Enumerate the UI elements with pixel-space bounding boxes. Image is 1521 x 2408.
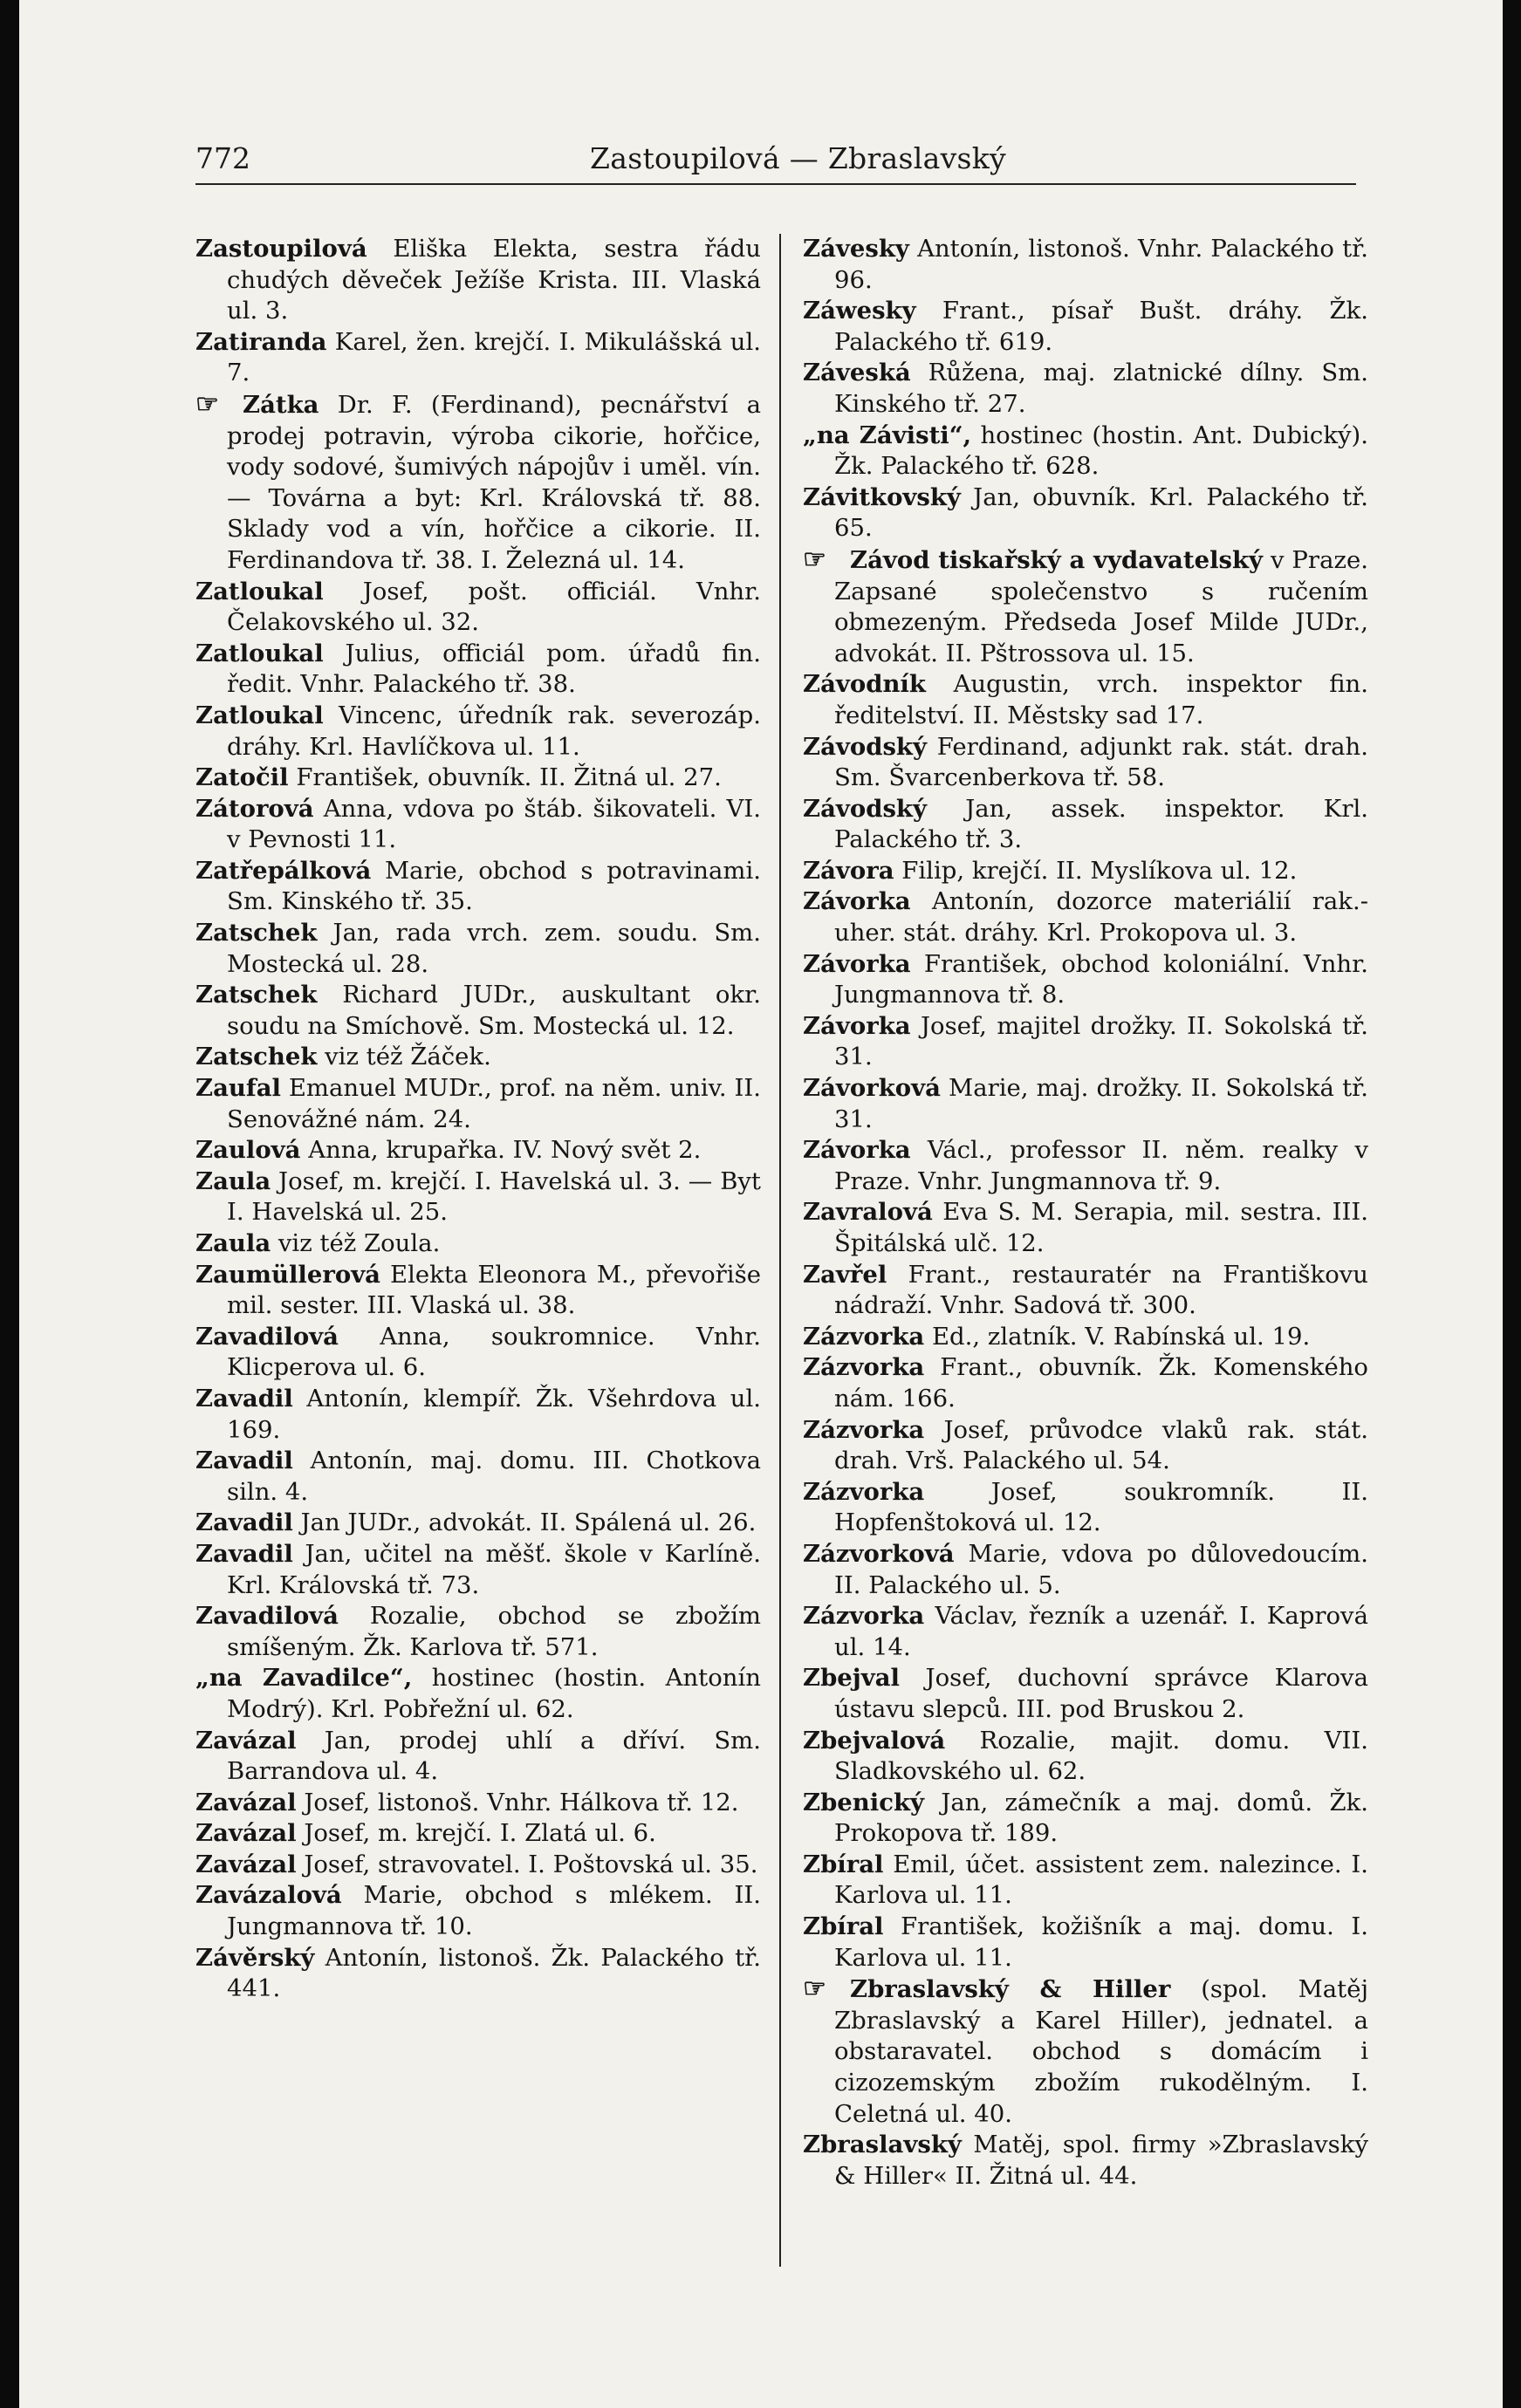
entry-name: Závesky (803, 235, 909, 263)
entry-details: Richard JUDr., auskultant okr. soudu na Smíchově. Sm. Mostecká ul. 12. (227, 981, 761, 1040)
directory-entry (803, 1539, 1368, 1601)
directory-entry (803, 234, 1368, 296)
entry-details: Rozalie, obchod se zbožím smíšeným. Žk. Karlova tř. 571. (227, 1602, 761, 1661)
entry-details: Marie, obchod s potravinami. Sm. Kinského tř. 35. (227, 856, 761, 916)
column-divider (779, 234, 781, 2267)
entry-name: Zaula (195, 1166, 271, 1195)
entry-name: Zaufal (195, 1074, 281, 1103)
directory-entry (195, 856, 761, 918)
directory-entry (195, 1726, 761, 1788)
entry-details: Julius, officiál pom. úřadů fin. ředit. Vnhr. Palackého tř. 38. (227, 639, 761, 699)
entry-name: Zavralová (803, 1198, 933, 1227)
entry-details: Jan, obuvník. Krl. Palackého tř. 65. (834, 482, 1368, 543)
entry-name: Zavázal (195, 1788, 297, 1816)
directory-entry (195, 327, 761, 389)
directory-entry (803, 2130, 1368, 2192)
directory-entry (195, 1166, 761, 1228)
entry-name: Zbejvalová (803, 1726, 946, 1755)
entry-name: Zastoupilová (195, 235, 367, 263)
entry-details: Frant., písař Bušt. dráhy. Žk. Palackého tř. 619. (834, 297, 1368, 356)
directory-entry (803, 1974, 1368, 2130)
entry-details: Josef, duchovní správce Klarova ústavu slepců. III. pod Bruskou 2. (834, 1664, 1368, 1723)
directory-entry (803, 1788, 1368, 1850)
entry-details: Antonín, listonoš. Žk. Palackého tř. 441. (227, 1943, 761, 2003)
directory-entry (195, 1880, 761, 1942)
entry-details: Rozalie, majit. domu. VII. Sladkovského ul. 62. (834, 1726, 1368, 1786)
entry-name: Zbejval (803, 1664, 900, 1693)
entry-details: Jan JUDr., advokát. II. Spálená ul. 26. (292, 1508, 757, 1537)
entry-name: Závorka (803, 1011, 911, 1040)
entry-name: Závěrský (195, 1943, 315, 1972)
directory-entry (195, 1384, 761, 1446)
entry-name: Zázvorka (803, 1602, 925, 1631)
directory-entry (803, 856, 1368, 887)
entry-name: Zbraslavský (803, 2131, 962, 2159)
directory-entry (195, 1508, 761, 1539)
entry-details: Josef, průvodce vlaků rak. stát. drah. Vrš. Palackého ul. 54. (834, 1415, 1368, 1475)
directory-entry (195, 1663, 761, 1725)
directory-entry (195, 577, 761, 639)
entry-name: „na Zavadilce“, (195, 1664, 413, 1693)
entry-name: Závodník (803, 670, 926, 699)
entry-name: Zázvorková (803, 1539, 955, 1568)
entry-details: Matěj, spol. firmy »Zbraslavský & Hiller« II. Žitná ul. 44. (834, 2131, 1368, 2190)
entry-name: Závorka (803, 887, 911, 916)
directory-entry (195, 1818, 761, 1850)
directory-entry (195, 1788, 761, 1819)
directory-entry (803, 1477, 1368, 1539)
directory-entry (195, 1539, 761, 1601)
entry-name: Zbíral (803, 1912, 884, 1941)
entry-name: Zaula (195, 1229, 271, 1257)
entry-name: Zavadil (195, 1508, 293, 1537)
entry-details: Frant., restauratér na Františkovu nádraží. Vnhr. Sadová tř. 300. (834, 1260, 1368, 1320)
entry-details: Josef, m. krejčí. I. Havelská ul. 3. — Byt I. Havelská ul. 25. (227, 1166, 761, 1227)
directory-entry (195, 1446, 761, 1508)
directory-entry (803, 1073, 1368, 1135)
directory-entry (195, 701, 761, 763)
directory-entry (195, 1135, 761, 1166)
entry-name: Zaumüllerová (195, 1260, 380, 1289)
entry-details: Josef, stravovatel. I. Poštovská ul. 35. (296, 1850, 758, 1878)
entry-name: Závorka (803, 949, 911, 978)
entry-name: Zavázal (195, 1726, 297, 1755)
entry-details: Anna, krupařka. IV. Nový svět 2. (300, 1136, 702, 1165)
entry-name: „na Závisti“, (803, 421, 972, 449)
directory-entry (195, 1073, 761, 1135)
entry-details: Antonín, dozorce materiálií rak.-uher. stát. dráhy. Krl. Prokopova ul. 3. (834, 887, 1368, 947)
entry-name: Zátorová (195, 794, 314, 823)
entry-name: Zázvorka (803, 1415, 925, 1444)
entry-details: Augustin, vrch. inspektor fin. ředitelství. II. Městsky sad 17. (834, 670, 1368, 729)
entry-name: Zatschek (195, 981, 318, 1009)
page-header (195, 133, 1356, 185)
directory-entry (803, 296, 1368, 358)
directory-entry (803, 358, 1368, 420)
entry-details: Emil, účet. assistent zem. nalezince. I. Karlova ul. 11. (834, 1850, 1368, 1910)
entry-details: Jan, zámečník a maj. domů. Žk. Prokopova tř. 189. (834, 1788, 1368, 1848)
entry-details: Anna, soukromnice. Vnhr. Klicperova ul. 6. (227, 1322, 761, 1382)
entry-name: Zatschek (195, 919, 318, 947)
pointing-hand-icon: ☞ (803, 1974, 826, 2005)
directory-entry (803, 794, 1368, 856)
directory-entry (803, 1197, 1368, 1259)
directory-entry (195, 1322, 761, 1384)
header-rule (195, 183, 1356, 185)
entry-details: Josef, m. krejčí. I. Zlatá ul. 6. (296, 1819, 656, 1848)
entry-name: Zavadil (195, 1447, 293, 1475)
directory-entry (803, 1322, 1368, 1353)
pointing-hand-icon: ☞ (803, 544, 826, 575)
running-title: Zastoupilová — Zbraslavský (590, 141, 1007, 175)
directory-entry (803, 482, 1368, 544)
entry-details: Dr. F. (Ferdinand), pecnářství a prodej potravin, výroba cikorie, hořčice, vody sodové, šumivých nápojův i uměl. vín. — Továrna a byt: Krl. Královská tř. 88. Sklady vod a vín, hořčice a cikorie. II. Ferdinandova tř. 38. I. Železná ul. 14. (227, 390, 761, 574)
entry-name: Závodský (803, 794, 927, 823)
directory-entry (803, 1135, 1368, 1197)
entry-details: Eva S. M. Serapia, mil. sestra. III. Špitálská ulč. 12. (834, 1198, 1368, 1257)
directory-entry (195, 794, 761, 856)
entry-name: Zatloukal (195, 639, 324, 667)
entry-details: Elekta Eleonora M., převořiše mil. sester. III. Vlaská ul. 38. (227, 1260, 761, 1320)
directory-entry (195, 1943, 761, 2005)
entry-name: Záwesky (803, 297, 916, 325)
directory-entry (803, 1352, 1368, 1414)
entry-details: Jan, rada vrch. zem. soudu. Sm. Mostecká ul. 28. (227, 919, 761, 978)
directory-entry (803, 949, 1368, 1011)
entry-name: Závodský (803, 732, 927, 761)
directory-entry (803, 1260, 1368, 1322)
entry-details: Jan, assek. inspektor. Krl. Palackého tř. 3. (834, 794, 1368, 854)
entry-details: Vincenc, úředník rak. severozáp. dráhy. Krl. Havlíčkova ul. 11. (227, 701, 761, 761)
entry-details: Marie, maj. drožky. II. Sokolská tř. 31. (834, 1074, 1368, 1133)
entry-details: viz též Zoula. (271, 1229, 441, 1257)
entry-name: Zavadilová (195, 1322, 339, 1351)
directory-page (19, 0, 1503, 2408)
entry-name: Závorková (803, 1074, 941, 1103)
entry-name: Záveská (803, 359, 911, 387)
entry-name: Zázvorka (803, 1353, 925, 1382)
entry-details: Josef, majitel drožky. II. Sokolská tř. 31. (834, 1011, 1368, 1071)
entry-name: Zavadilová (195, 1602, 339, 1631)
right-column (803, 234, 1368, 2192)
directory-entry (803, 1850, 1368, 1912)
entry-name: Závitkovský (803, 482, 961, 511)
page-number: 772 (195, 141, 250, 175)
entry-details: Marie, vdova po důlovedoucím. II. Palackého ul. 5. (834, 1539, 1368, 1599)
entry-details: Karel, žen. krejčí. I. Mikulášská ul. 7. (227, 327, 761, 387)
entry-details: Marie, obchod s mlékem. II. Jungmannova tř. 10. (227, 1881, 761, 1941)
entry-details: Václav, řezník a uzenář. I. Kaprová ul. 14. (834, 1602, 1368, 1661)
directory-entry (195, 1260, 761, 1322)
directory-entry (195, 1228, 761, 1260)
entry-details: Filip, krejčí. II. Myslíkova ul. 12. (894, 856, 1298, 885)
entry-name: Zbraslavský & Hiller (850, 1975, 1171, 2004)
directory-entry (195, 234, 761, 327)
directory-entry (195, 1042, 761, 1073)
entry-name: Zbenický (803, 1788, 925, 1816)
entry-name: Zavázal (195, 1850, 297, 1878)
entry-details: František, obchod koloniální. Vnhr. Jungmannova tř. 8. (834, 949, 1368, 1009)
directory-entry (803, 1912, 1368, 1974)
directory-entry (803, 544, 1368, 669)
directory-entry (803, 1726, 1368, 1788)
entry-name: Zátka (243, 390, 319, 419)
entry-details: hostinec (hostin. Ant. Dubický). Žk. Palackého tř. 628. (834, 421, 1368, 481)
entry-details: Emanuel MUDr., prof. na něm. univ. II. Senovážné nám. 24. (227, 1074, 761, 1133)
entry-details: František, kožišník a maj. domu. I. Karlova ul. 11. (834, 1912, 1368, 1972)
entry-name: Zatloukal (195, 701, 324, 729)
directory-entry (195, 918, 761, 980)
entry-details: viz též Žáček. (317, 1043, 491, 1071)
directory-entry (803, 1415, 1368, 1477)
left-column (195, 234, 761, 2005)
directory-entry (803, 1601, 1368, 1663)
directory-entry (803, 732, 1368, 794)
entry-details: Jan, prodej uhlí a dříví. Sm. Barrandova ul. 4. (227, 1726, 761, 1786)
pointing-hand-icon: ☞ (195, 388, 219, 420)
directory-entry (803, 886, 1368, 948)
entry-details: Jan, učitel na měšť. škole v Karlíně. Krl. Královská tř. 73. (227, 1539, 761, 1599)
entry-details: Antonín, listonoš. Vnhr. Palackého tř. 96. (834, 235, 1368, 294)
directory-entry (195, 763, 761, 794)
entry-details: Eliška Elekta, sestra řádu chudých děveček Ježíše Krista. III. Vlaská ul. 3. (227, 235, 761, 325)
entry-name: Závora (803, 856, 894, 885)
directory-entry (195, 1850, 761, 1881)
entry-name: Zavřel (803, 1260, 887, 1289)
entry-details: v Praze. Zapsané společenstvo s ručením obmezeným. Předseda Josef Milde JUDr., advokát. II. Pštrossova ul. 15. (834, 545, 1368, 667)
entry-details: Josef, listonoš. Vnhr. Hálkova tř. 12. (296, 1788, 739, 1816)
entry-details: Růžena, maj. zlatnické dílny. Sm. Kinského tř. 27. (834, 359, 1368, 418)
directory-entry (803, 421, 1368, 482)
entry-name: Zbíral (803, 1850, 884, 1878)
entry-name: Závorka (803, 1136, 911, 1165)
entry-details: Anna, vdova po štáb. šikovateli. VI. v Pevnosti 11. (227, 794, 761, 854)
directory-entry (803, 1011, 1368, 1073)
entry-details: Josef, soukromník. II. Hopfenštoková ul. 12. (834, 1477, 1368, 1537)
directory-entry (803, 669, 1368, 731)
entry-name: Zatřepálková (195, 856, 372, 885)
entry-name: Zatiranda (195, 327, 327, 356)
entry-name: Zázvorka (803, 1322, 925, 1351)
entry-name: Zatschek (195, 1043, 318, 1071)
entry-name: Zaulová (195, 1136, 301, 1165)
entry-name: Zázvorka (803, 1477, 925, 1506)
entry-details: hostinec (hostin. Antonín Modrý). Krl. Pobřežní ul. 62. (227, 1664, 761, 1723)
entry-details: Václ., professor II. něm. realky v Praze. Vnhr. Jungmannova tř. 9. (834, 1136, 1368, 1195)
entry-name: Zavadil (195, 1384, 293, 1413)
entry-name: Zavázalová (195, 1881, 342, 1910)
entry-name: Zatloukal (195, 577, 324, 605)
directory-entry (195, 389, 761, 577)
entry-name: Závod tiskařský a vydavatelský (850, 545, 1264, 574)
entry-details: František, obuvník. II. Žitná ul. 27. (288, 763, 722, 792)
entry-name: Zavázal (195, 1819, 297, 1848)
entry-details: Josef, pošt. officiál. Vnhr. Čelakovského ul. 32. (227, 577, 761, 637)
entry-details: Antonín, klempíř. Žk. Všehrdova ul. 169. (227, 1384, 761, 1444)
directory-entry (803, 1663, 1368, 1725)
directory-entry (195, 639, 761, 701)
entry-name: Zavadil (195, 1539, 293, 1568)
entry-details: Ed., zlatník. V. Rabínská ul. 19. (924, 1322, 1311, 1351)
entry-details: Ferdinand, adjunkt rak. stát. drah. Sm. Švarcenberkova tř. 58. (834, 732, 1368, 792)
entry-details: Frant., obuvník. Žk. Komenského nám. 166. (834, 1353, 1368, 1413)
entry-details: (spol. Matěj Zbraslavský a Karel Hiller), jednatel. a obstaravatel. obchod s domácím i cizozemským zbožím rukodělným. I. Celetná ul. 40. (834, 1975, 1368, 2128)
directory-entry (195, 980, 761, 1042)
entry-details: Antonín, maj. domu. III. Chotkova siln. 4. (227, 1447, 761, 1506)
directory-entry (195, 1601, 761, 1663)
entry-name: Zatočil (195, 763, 289, 792)
